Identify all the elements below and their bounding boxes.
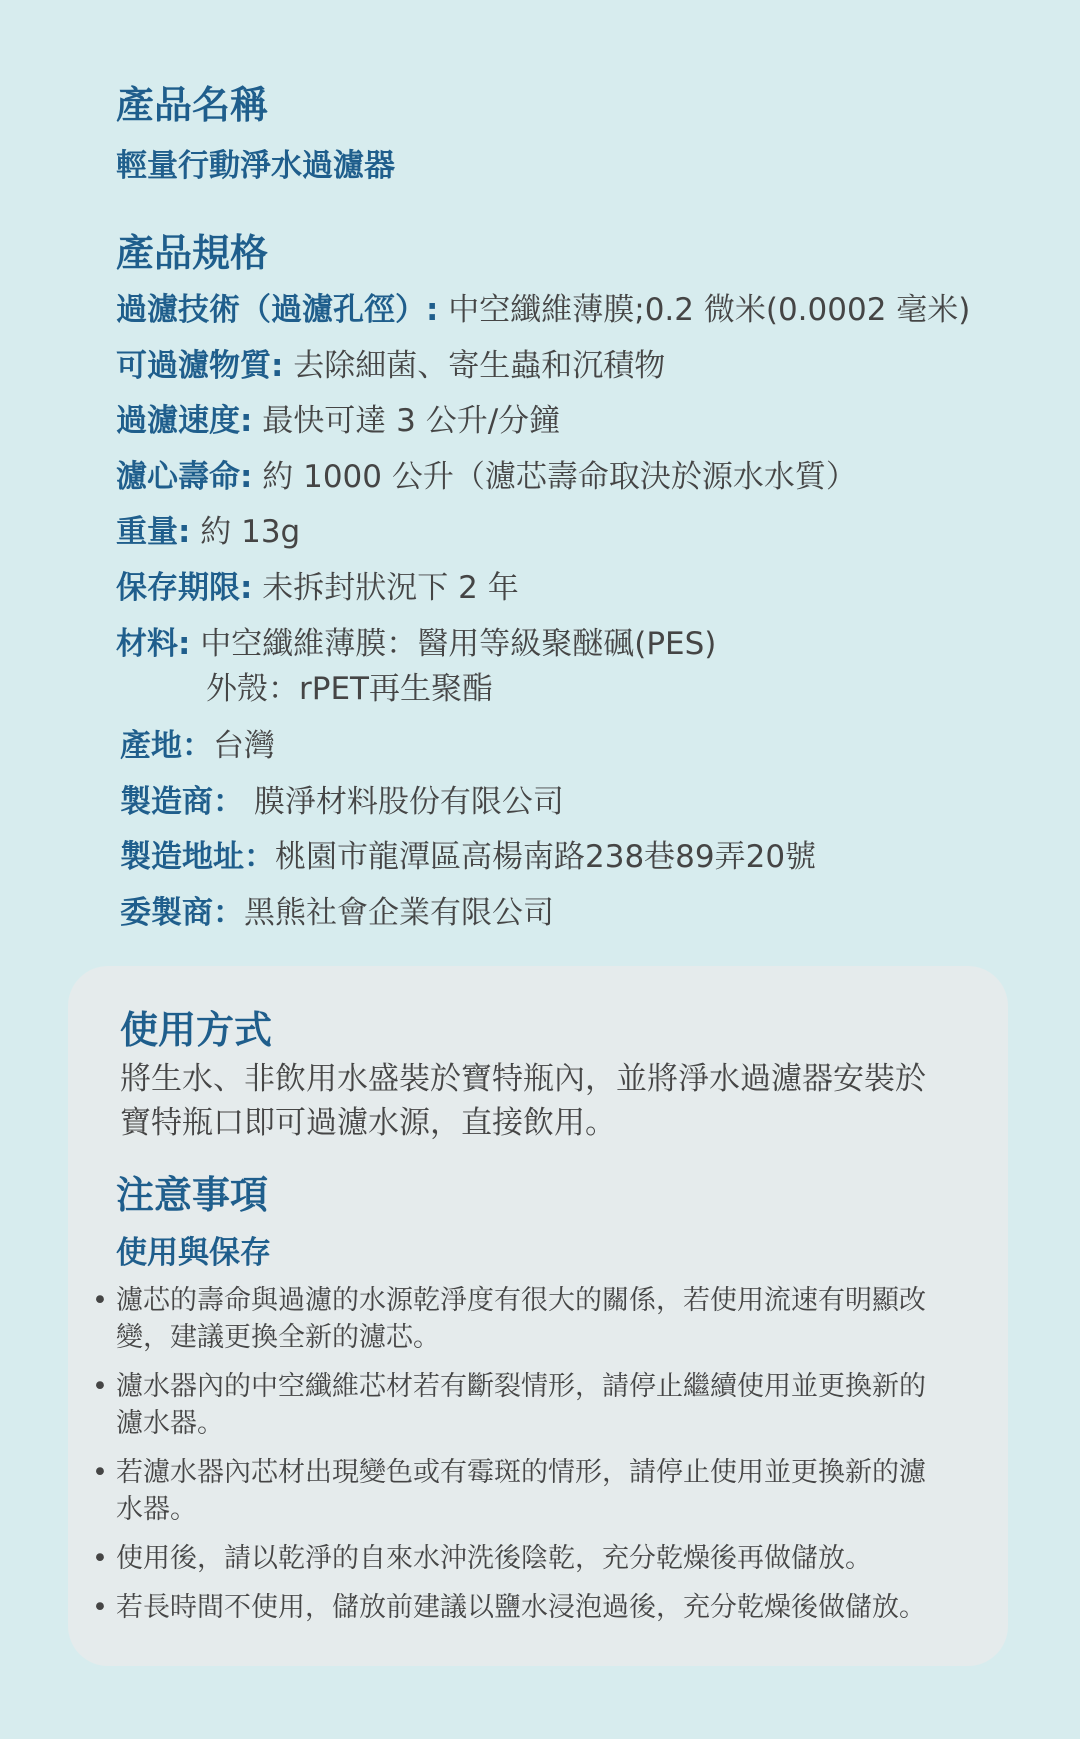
spec-key: 製造商：: [120, 784, 244, 820]
spec-value: 桃園市龍潭區高楊南路238巷89弄20號: [275, 839, 817, 875]
spec-row-manufacturer: [120, 782, 1040, 822]
spec-row-commissioner: [120, 893, 1040, 933]
list-item: [92, 1368, 982, 1442]
list-item: [92, 1454, 982, 1528]
note-line: 水器。: [116, 1494, 197, 1525]
spec-value: 去除細菌、寄生蟲和沉積物: [283, 348, 666, 384]
spec-value: 中空纖維薄膜：醫用等級聚醚碸(PES): [190, 626, 717, 662]
spec-row-material-shell: [116, 669, 1040, 709]
spec-key: 保存期限:: [116, 570, 253, 606]
spec-value: 外殼：rPET再生聚酯: [206, 671, 493, 707]
note-line: 使用後，請以乾淨的自來水沖洗後陰乾，充分乾燥後再做儲放。: [116, 1543, 872, 1574]
spec-value: 未拆封狀況下 2 年: [252, 570, 519, 606]
bullet-icon: •: [92, 1592, 108, 1623]
spec-key: 重量:: [116, 514, 191, 550]
spec-row-address: [120, 837, 1040, 877]
spec-row-origin: [120, 726, 1040, 766]
bullet-icon: •: [92, 1457, 108, 1488]
spec-value: 約 13g: [190, 514, 301, 550]
spec-key: 材料:: [116, 626, 191, 662]
bullet-icon: •: [92, 1285, 108, 1316]
list-item: [92, 1540, 982, 1577]
spec-row-filterable: [116, 346, 1040, 386]
spec-key: 產地：: [120, 728, 213, 764]
note-line: 變，建議更換全新的濾芯。: [116, 1322, 440, 1353]
spec-value: 中空纖維薄膜;0.2 微米(0.0002 毫米): [438, 292, 971, 328]
bullet-icon: •: [92, 1543, 108, 1574]
spec-key: 過濾速度:: [116, 403, 253, 439]
spec-row-shelf-life: [116, 568, 1040, 608]
spec-key: 製造地址：: [120, 839, 275, 875]
spec-key: 委製商：: [120, 895, 244, 931]
specs-heading: 產品規格: [116, 231, 269, 275]
notes-heading: 注意事項: [116, 1173, 269, 1217]
notes-subheading: 使用與保存: [116, 1235, 271, 1271]
spec-value: 約 1000 公升（濾芯壽命取決於源水水質）: [252, 459, 857, 495]
product-name-value: 輕量行動淨水過濾器: [116, 148, 395, 184]
usage-text-line1: 將生水、非飲用水盛裝於寶特瓶內，並將淨水過濾器安裝於: [120, 1061, 926, 1097]
note-line: 濾水器內的中空纖維芯材若有斷裂情形，請停止繼續使用並更換新的: [116, 1371, 926, 1402]
list-item: [92, 1282, 982, 1356]
spec-row-material: [116, 624, 1040, 664]
list-item: [92, 1589, 982, 1626]
note-line: 濾水器。: [116, 1408, 224, 1439]
product-name-heading: 產品名稱: [116, 83, 269, 127]
spec-key: 濾心壽命:: [116, 459, 253, 495]
note-line: 若濾水器內芯材出現變色或有霉斑的情形，請停止使用並更換新的濾: [116, 1457, 926, 1488]
spec-value: 膜淨材料股份有限公司: [244, 784, 564, 820]
spec-row-lifespan: [116, 457, 1040, 497]
note-line: 若長時間不使用，儲放前建議以鹽水浸泡過後，充分乾燥後做儲放。: [116, 1592, 926, 1623]
usage-heading: 使用方式: [120, 1008, 273, 1052]
spec-row-speed: [116, 401, 1040, 441]
notes-list: [92, 1282, 982, 1638]
spec-value: 台灣: [213, 728, 275, 764]
spec-value: 黑熊社會企業有限公司: [244, 895, 554, 931]
spec-key: 可過濾物質:: [116, 348, 284, 384]
usage-text-line2: 寶特瓶口即可過濾水源，直接飲用。: [120, 1105, 616, 1141]
spec-value: 最快可達 3 公升/分鐘: [252, 403, 561, 439]
spec-key: 過濾技術（過濾孔徑）:: [116, 292, 439, 328]
note-line: 濾芯的壽命與過濾的水源乾淨度有很大的關係，若使用流速有明顯改: [116, 1285, 926, 1316]
spec-row-filter-tech: [116, 290, 1040, 330]
bullet-icon: •: [92, 1371, 108, 1402]
spec-row-weight: [116, 512, 1040, 552]
